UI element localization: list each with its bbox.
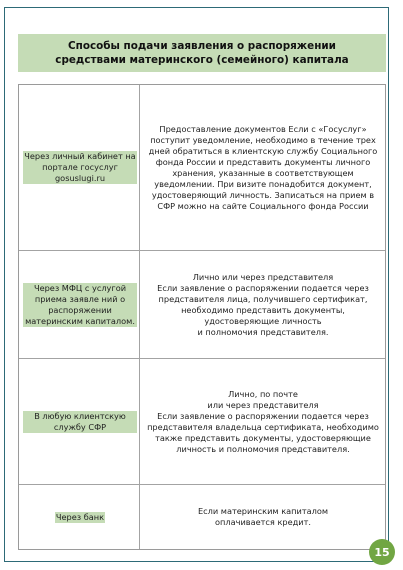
details-cell bbox=[143, 359, 383, 484]
method-label: В любую клиентскую службу СФР bbox=[23, 411, 137, 433]
details-cell bbox=[143, 85, 383, 250]
details-text: Лично или через представителя Если заявление о распоряжении подается через представителя лица, получившего сертификат, необходимо представить документы, удостоверяющие личность и полномочия представителя. bbox=[157, 271, 369, 337]
table-row bbox=[19, 85, 385, 251]
details-text: Лично, по почте или через представителя Если заявление о распоряжении подается через представителя владельца сертификата, необходимо также представить документы, удостоверяющие личность и полномочия представителя. bbox=[147, 388, 379, 454]
details-cell bbox=[143, 251, 383, 358]
methods-table bbox=[18, 84, 386, 550]
method-cell bbox=[23, 359, 137, 484]
method-label: Через личный кабинет на портале госуслуг gosuslugi.ru bbox=[24, 151, 136, 183]
method-cell bbox=[23, 485, 137, 549]
title-line-1: Способы подачи заявления о распоряжении bbox=[68, 40, 336, 52]
page-number: 15 bbox=[374, 545, 390, 559]
method-label: Через МФЦ с услугой приема заявле ний о распоряжении материнским капиталом. bbox=[23, 283, 137, 327]
details-text: Если материнским капиталом оплачивается кредит. bbox=[197, 506, 329, 527]
method-cell bbox=[23, 85, 137, 250]
table-row bbox=[19, 359, 385, 485]
method-label: Через банк bbox=[55, 511, 105, 522]
details-text: Предоставление документов Если с «Госуслуг» поступит уведомление, необходимо в течение трех дней обратиться в клиентскую службу Социального фонда России и представить документы личного хранения, указанные в соответствующем уведомлении. При визите понадобится документ, удостоверяющий личность. Записаться на прием в СФР можно на сайте Социального фонда России bbox=[148, 123, 378, 211]
page-number-badge bbox=[369, 539, 395, 565]
title-line-2: средствами материнского (семейного) капитала bbox=[55, 54, 349, 66]
details-cell bbox=[143, 485, 383, 549]
table-row bbox=[19, 485, 385, 549]
method-cell bbox=[23, 251, 137, 358]
page-title bbox=[18, 34, 386, 72]
table-row bbox=[19, 251, 385, 359]
